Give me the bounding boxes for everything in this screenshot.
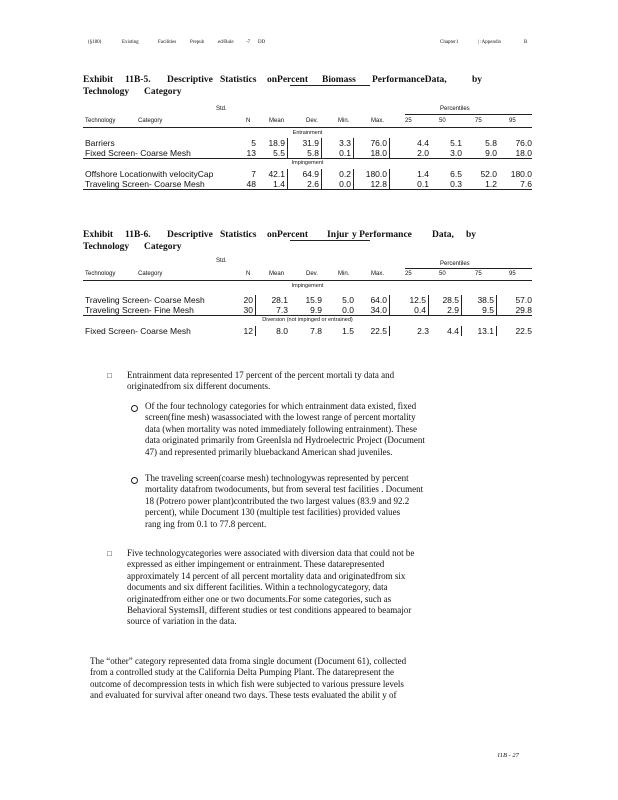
cell-n: 48 [246, 179, 256, 189]
text-line: mortality datafrom twodocuments, but from several test facilities . Document [145, 484, 424, 495]
cell-n: 12 [244, 326, 256, 336]
cell-name: Traveling Screen- Coarse Mesh [85, 179, 205, 189]
cell-p95: 180.0 [510, 169, 532, 179]
text-line: originatedfrom either one or two documents.For some categories, such as [127, 593, 392, 604]
exhibit-title-word: onPercent [267, 230, 308, 240]
cell-p75: 5.8 [485, 138, 497, 148]
col-p25: 25 [405, 271, 412, 277]
cell-p95: 76.0 [515, 138, 532, 148]
cell-max: 76.0 [370, 138, 390, 148]
cell-n: 30 [244, 305, 256, 315]
table-row [83, 148, 532, 158]
exhibit-title-word: onPercent [267, 75, 308, 85]
col-mean: Mean [269, 271, 285, 277]
header-rule [83, 127, 532, 128]
header-item: (§180) [88, 40, 102, 45]
table-bottom-rule [83, 189, 532, 190]
cell-min: 3.3 [339, 138, 354, 148]
text-line: expressed as either impingement or entrainment. These datarepresented [127, 559, 385, 570]
cell-p75: 38.5 [477, 295, 497, 305]
sub-bullet-text [145, 401, 525, 458]
cell-max: 34.0 [370, 305, 390, 315]
header-item: Facilities [158, 40, 177, 45]
cell-std: 5.8 [307, 148, 322, 158]
exhibit-title-word: Technology [83, 87, 130, 97]
section-label: Impingement [291, 283, 324, 289]
title-underline [290, 85, 370, 86]
cell-n: 20 [244, 295, 256, 305]
circle-bullet-icon [131, 405, 138, 412]
col-std-bottom: Dev. [306, 271, 318, 277]
cell-p50: 6.5 [450, 169, 462, 179]
exhibit-title-word: Biomass [322, 75, 356, 85]
cell-n: 7 [251, 169, 256, 179]
table-row [83, 295, 532, 305]
table-injury [83, 258, 532, 336]
text-line: 18 (Potrero power plant)contributed the two largest values (83.9 and 92.2 [145, 495, 410, 506]
col-min: Min. [338, 118, 350, 124]
cell-name: Barriers [85, 138, 115, 148]
header-chapter: Chapter1 [440, 40, 459, 45]
col-p50: 50 [439, 271, 446, 277]
bullet-text [127, 548, 527, 628]
cell-max: 18.0 [370, 148, 390, 158]
col-mean: Mean [269, 118, 285, 124]
cell-mean: 7.3 [276, 305, 288, 315]
page-number: 11B - 27 [497, 752, 519, 759]
table-row [83, 138, 532, 148]
cell-p95: 18.0 [515, 148, 532, 158]
exhibit-title-word: Statistics [220, 75, 257, 85]
text-line: outcome of decompression tests in which fish were subjected to various pressure levels [90, 678, 404, 689]
text-line: Five technologycategories were associated with diversion data that could not be [127, 548, 415, 558]
exhibit-title-word: Exhibit [83, 75, 114, 85]
exhibit-title-word: Category [144, 87, 182, 97]
table-row [83, 179, 532, 189]
cell-p50: 3.0 [450, 148, 462, 158]
col-std-top: Std. [216, 106, 227, 112]
table-row [83, 326, 532, 336]
cell-mean: 8.0 [276, 326, 288, 336]
cell-mean: 18.9 [268, 138, 288, 148]
cell-max: 12.8 [370, 179, 390, 189]
col-percentiles: Percentiles [440, 106, 470, 112]
table-row [83, 305, 532, 315]
table-header [83, 106, 532, 128]
cell-p25: 2.0 [417, 148, 429, 158]
cell-min: 5.0 [342, 295, 354, 305]
cell-p50: 5.1 [450, 138, 462, 148]
cell-n: 5 [251, 138, 256, 148]
cell-std: 7.8 [310, 326, 322, 336]
section-label: Impingement [291, 160, 324, 166]
header-item: ed/Rule [218, 40, 234, 45]
exhibit-title-word: Descriptive [167, 75, 213, 85]
header-item: DD [258, 40, 266, 45]
cell-p95: 29.8 [515, 305, 532, 315]
cell-p25: 2.3 [417, 326, 429, 336]
text-line: from a controlled study at the California Delta Pumping Plant. The datarepresent the [90, 667, 395, 678]
col-technology: Technology [85, 118, 116, 124]
cell-std: 31.9 [302, 138, 322, 148]
text-line: 47) and represented primarily bluebackand American shad juveniles. [145, 446, 393, 457]
cell-min: 0.2 [339, 169, 354, 179]
exhibit-title-word: by [472, 75, 483, 85]
col-p95: 95 [509, 271, 516, 277]
row-rule [83, 315, 532, 316]
percentiles-rule [405, 268, 532, 269]
cell-p75: 52.0 [480, 169, 497, 179]
table-row [83, 169, 532, 179]
cell-p25: 0.4 [414, 305, 429, 315]
cell-n: 13 [246, 148, 256, 158]
text-line: rang ing from 0.1 to 77.8 percent. [145, 518, 267, 529]
cell-min: 0.1 [339, 148, 354, 158]
cell-std: 15.9 [305, 295, 322, 305]
cell-p50: 0.3 [450, 179, 462, 189]
header-item: Prepub [190, 40, 205, 45]
header-letter: B [524, 40, 528, 45]
text-line: Of the four technology categories for which entrainment data existed, fixed [145, 401, 417, 411]
exhibit-title-word: Data, [432, 230, 454, 240]
table-biomass [83, 106, 532, 189]
section-label: Diversion (not impinged or entrained) [262, 317, 353, 323]
col-technology: Technology [85, 271, 116, 277]
col-p75: 75 [475, 118, 482, 124]
col-n: N [246, 271, 251, 277]
exhibit-title-word: Injur [327, 230, 349, 240]
col-p50: 50 [439, 118, 446, 124]
exhibit-title-word: Category [144, 242, 182, 252]
col-p95: 95 [509, 118, 516, 124]
col-std-top: Std. [216, 258, 227, 264]
cell-max: 22.5 [370, 326, 390, 336]
text-line: and evaluated for survival after oneand two days. These tests evaluated the abilit y of [90, 690, 397, 701]
exhibit-title-word: PerformanceData, [372, 75, 447, 85]
text-line: data (when mortality was noted immediately following entrainment). These [145, 423, 418, 434]
percentiles-rule [405, 114, 532, 115]
square-bullet-icon: □ [107, 549, 112, 558]
text-line: source of variation in the data. [127, 616, 237, 627]
col-min: Min. [338, 271, 350, 277]
cell-min: 0.0 [339, 179, 354, 189]
text-line: Behavioral SystemsII, different studies or test conditions appeared to beamajor [127, 605, 412, 616]
cell-min: 1.5 [342, 326, 354, 336]
cell-std: 9.9 [310, 305, 322, 315]
text-line: data originated primarily from GreenIsla nd Hydroelectric Project (Document [145, 435, 425, 446]
text-line: originatedfrom six different documents. [127, 381, 271, 392]
cell-p95: 7.6 [520, 179, 532, 189]
circle-bullet-icon [131, 477, 138, 484]
text-line: The “other” category represented data froma single document (Document 61), collected [90, 656, 407, 666]
cell-name: Traveling Screen- Fine Mesh [85, 305, 194, 315]
section-label: Entrainment [292, 130, 323, 136]
cell-min: 0.0 [342, 305, 354, 315]
col-category: Category [138, 118, 163, 124]
header-item: -7 [246, 40, 251, 45]
cell-name: Fixed Screen- Coarse Mesh [85, 326, 191, 336]
title-underline [290, 240, 370, 241]
cell-name: Fixed Screen- Coarse Mesh [85, 148, 191, 158]
col-category: Category [138, 271, 163, 277]
exhibit-title-word: y Performance [352, 230, 412, 240]
text-line: documents and six different facilities. Within a technologycategory, data [127, 582, 388, 593]
exhibit-title-word: Statistics [220, 230, 257, 240]
cell-p25: 0.1 [417, 179, 429, 189]
cell-p95: 22.5 [515, 326, 532, 336]
cell-mean: 42.1 [268, 169, 288, 179]
cell-mean: 5.5 [273, 148, 288, 158]
exhibit-title-word: Technology [83, 242, 130, 252]
cell-p25: 1.4 [417, 169, 429, 179]
text-line: Entrainment data represented 17 percent of the percent mortali ty data and [127, 370, 395, 380]
header-appendix: | :Appendix [478, 40, 502, 45]
text-line: screen(fine mesh) wasassociated with the lowest range of percent mortality [145, 412, 416, 423]
exhibit-title-word: Exhibit [83, 230, 114, 240]
text-line: percent), while Document 130 (multiple test facilities) provided values [145, 507, 401, 518]
col-std-bottom: Dev. [306, 118, 318, 124]
text-line: The traveling screen(coarse mesh) technologywas represented by percent [145, 473, 409, 483]
bullet-text [127, 370, 527, 393]
cell-p50: 28.5 [442, 295, 462, 305]
col-max: Max. [371, 118, 385, 124]
cell-mean: 28.1 [271, 295, 288, 305]
cell-name: Offshore Locationwith velocityCap [85, 169, 214, 179]
row-rule [83, 158, 532, 159]
header-rule [83, 280, 532, 281]
cell-p95: 57.0 [515, 295, 532, 305]
cell-p75: 1.2 [485, 179, 497, 189]
table-header [83, 258, 532, 280]
exhibit-title-word: 11B-5. [125, 75, 151, 85]
col-max: Max. [371, 271, 385, 277]
cell-max: 180.0 [366, 169, 390, 179]
text-line: approximately 14 percent of all percent mortality data and originatedfrom six [127, 570, 406, 581]
header-item: Existing [122, 40, 139, 45]
cell-p50: 4.4 [447, 326, 462, 336]
cell-p75: 13.1 [477, 326, 497, 336]
cell-name: Traveling Screen- Coarse Mesh [85, 295, 205, 305]
exhibit-title-word: by [466, 230, 477, 240]
cell-p25: 12.5 [409, 295, 429, 305]
cell-p50: 2.9 [447, 305, 462, 315]
cell-mean: 1.4 [273, 179, 288, 189]
cell-p25: 4.4 [417, 138, 429, 148]
cell-p75: 9.0 [485, 148, 497, 158]
sub-bullet-text [145, 473, 525, 530]
col-p75: 75 [475, 271, 482, 277]
cell-std: 64.9 [302, 169, 322, 179]
col-percentiles: Percentiles [440, 261, 470, 267]
col-p25: 25 [405, 118, 412, 124]
col-n: N [246, 118, 251, 124]
other-category-paragraph [90, 656, 527, 702]
exhibit-title-word: Descriptive [167, 230, 213, 240]
cell-max: 64.0 [370, 295, 390, 305]
exhibit-title-word: 11B-6. [125, 230, 151, 240]
cell-std: 2.6 [307, 179, 322, 189]
square-bullet-icon: □ [107, 371, 112, 380]
cell-p75: 9.5 [482, 305, 497, 315]
